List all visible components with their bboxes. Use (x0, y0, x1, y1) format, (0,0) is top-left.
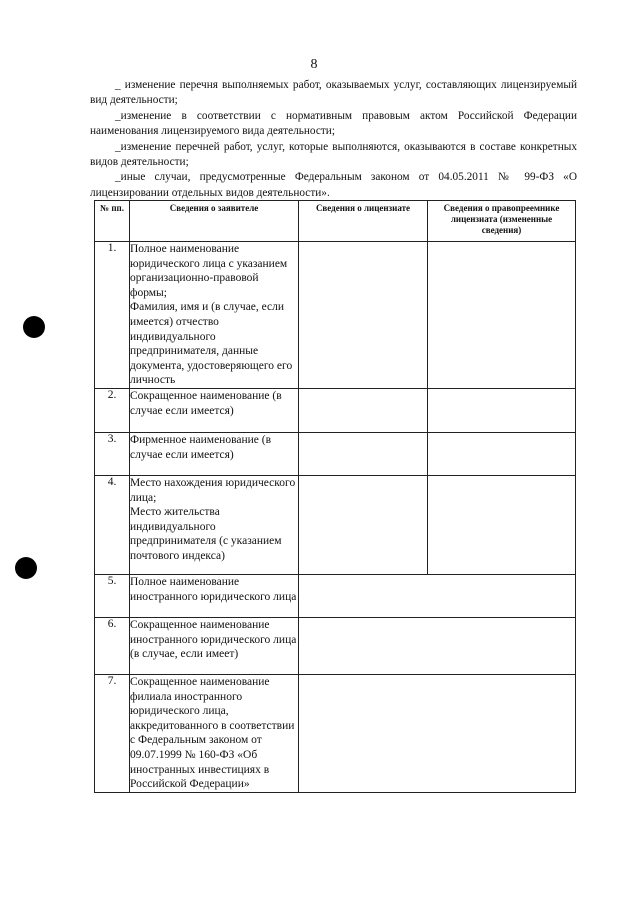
licensee-cell[interactable] (299, 475, 428, 574)
col-header-successor: Сведения о правопреемнике лицензиата (измененные сведения) (428, 201, 576, 242)
applicant-info (130, 432, 299, 475)
info-line: Место нахождения юридического лица; (130, 476, 296, 504)
table-row (95, 242, 576, 389)
info-line: Сокращенное наименование филиала иностранного юридического лица, аккредитованного в соответствии с Федеральным законом от 09.07.1999 № 160-ФЗ «Об иностранных инвестициях в Российской Федерации» (130, 675, 295, 791)
row-number: 5. (95, 574, 130, 617)
successor-cell[interactable] (428, 475, 576, 574)
row-number: 4. (95, 475, 130, 574)
page-number: 8 (310, 57, 318, 72)
licensee-cell[interactable] (299, 242, 428, 389)
successor-cell[interactable] (428, 388, 576, 432)
punch-hole (23, 316, 45, 338)
table-row (95, 617, 576, 674)
applicant-info (130, 388, 299, 432)
merged-info-cell[interactable] (299, 574, 576, 617)
row-number: 2. (95, 388, 130, 432)
info-line: Место жительства индивидуального предпринимателя (с указанием почтового индекса) (130, 506, 282, 562)
row-number: 3. (95, 432, 130, 475)
table-row (95, 432, 576, 475)
applicant-info (130, 242, 299, 389)
info-line: Сокращенное наименование иностранного юридического лица (в случае, если имеет) (130, 618, 297, 661)
intro-paragraph: _ изменение перечня выполняемых работ, оказываемых услуг, составляющих лицензируемый вид деятельности; (90, 79, 577, 107)
licensee-cell[interactable] (299, 432, 428, 475)
applicant-info (130, 475, 299, 574)
table-row (95, 674, 576, 792)
row-number: 6. (95, 617, 130, 674)
licensee-cell[interactable] (299, 388, 428, 432)
merged-info-cell[interactable] (299, 617, 576, 674)
info-line: Полное наименование юридического лица с указанием организационно-правовой формы; (130, 243, 288, 299)
table-row (95, 574, 576, 617)
row-number: 1. (95, 242, 130, 389)
col-header-applicant: Сведения о заявителе (130, 201, 299, 242)
intro-text (90, 78, 577, 201)
table-header-row (95, 201, 576, 242)
successor-cell[interactable] (428, 242, 576, 389)
intro-paragraph: _иные случаи, предусмотренные Федеральным законом от 04.05.2011 № 99-ФЗ «О лицензировании отдельных видов деятельности». (90, 171, 577, 199)
col-header-num: № пп. (95, 201, 130, 242)
info-line: Сокращенное наименование (в случае если имеется) (130, 389, 282, 417)
successor-cell[interactable] (428, 432, 576, 475)
applicant-info (130, 617, 299, 674)
info-line: Фирменное наименование (в случае если имеется) (130, 433, 272, 461)
applicant-info (130, 674, 299, 792)
license-form-table (94, 200, 576, 793)
row-number: 7. (95, 674, 130, 792)
col-header-licensee: Сведения о лицензиате (299, 201, 428, 242)
table-row (95, 388, 576, 432)
intro-paragraph: _изменение перечней работ, услуг, которые выполняются, оказываются в составе конкретных видов деятельности; (90, 140, 577, 169)
info-line: Фамилия, имя и (в случае, если имеется) отчество индивидуального предпринимателя, данные документа, удостоверяющего его личность (130, 301, 293, 387)
intro-paragraph: _изменение в соответствии с нормативным правовым актом Российской Федерации наименования лицензируемого вида деятельности; (90, 109, 577, 138)
info-line: Полное наименование иностранного юридического лица (130, 575, 297, 603)
applicant-info (130, 574, 299, 617)
table-row (95, 475, 576, 574)
punch-hole (15, 557, 37, 579)
merged-info-cell[interactable] (299, 674, 576, 792)
